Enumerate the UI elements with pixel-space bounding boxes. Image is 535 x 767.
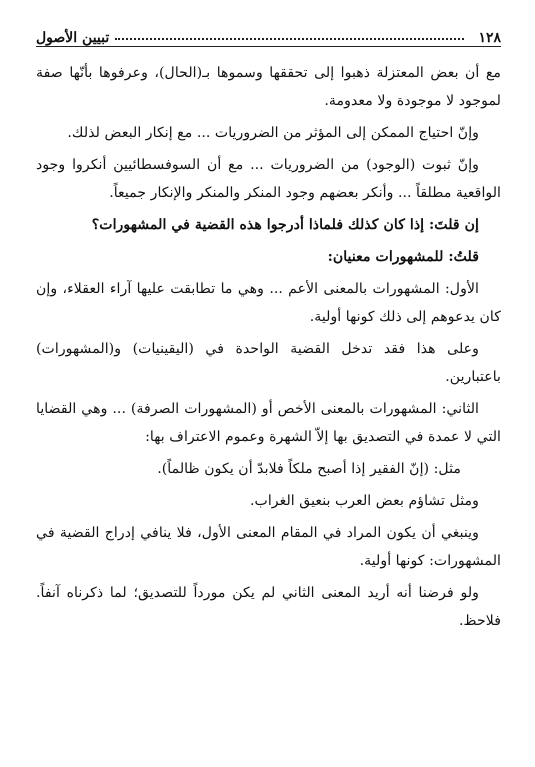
- paragraph: وعلى هذا فقد تدخل القضية الواحدة في (اليقينيات) و(المشهورات) باعتبارين.: [36, 341, 501, 385]
- running-header: [36, 22, 501, 47]
- paragraph: وينبغي أن يكون المراد في المقام المعنى الأول، فلا ينافي إدراج القضية في المشهورات: كونها أولية.: [36, 525, 501, 569]
- header-dotted-leader: [115, 38, 464, 40]
- objection-paragraph: إن قلتَ: إذا كان كذلك فلماذا أدرجوا هذه القضية في المشهورات؟: [91, 217, 479, 233]
- paragraph: ولو فرضنا أنه أريد المعنى الثاني لم يكن مورداً للتصديق؛ لما ذكرناه آنفاً. فلاحظ.: [36, 585, 501, 629]
- paragraph: ومثل تشاؤم بعض العرب بنعيق الغراب.: [250, 493, 479, 509]
- running-title: تبيين الأصول: [36, 30, 110, 46]
- paragraph: وإنّ احتياج الممكن إلى المؤثر من الضروريات ... مع إنكار البعض لذلك.: [67, 125, 479, 141]
- example-line: مثل: (إنّ الفقير إذا أصبح ملكاً فلابدّ أن يكون ظالماً).: [157, 461, 461, 477]
- paragraph: وإنّ ثبوت (الوجود) من الضروريات ... مع أن السوفسطائيين أنكروا وجود الواقعية مطلقاً ... وأنكر بعضهم وجود المنكر والمنكر والإنكار جميعاً.: [36, 157, 501, 201]
- page-body: [36, 59, 501, 635]
- reply-paragraph: قلتُ: للمشهورات معنيان:: [327, 249, 479, 265]
- paragraph: الأول: المشهورات بالمعنى الأعم ... وهي ما تطابقت عليها آراء العقلاء، وإن كان يدعوهم إلى ذلك كونها أولية.: [36, 281, 501, 325]
- paragraph: الثاني: المشهورات بالمعنى الأخص أو (المشهورات الصرفة) ... وهي القضايا التي لا عمدة في التصديق بها إلاّ الشهرة وعموم الاعتراف بها:: [36, 401, 501, 445]
- page-number: ١٢٨: [478, 30, 501, 46]
- book-page: [36, 22, 501, 639]
- paragraph: مع أن بعض المعتزلة ذهبوا إلى تحققها وسموها بـ(الحال)، وعرفوها بأنّها صفة لموجود لا موجودة ولا معدومة.: [36, 65, 501, 109]
